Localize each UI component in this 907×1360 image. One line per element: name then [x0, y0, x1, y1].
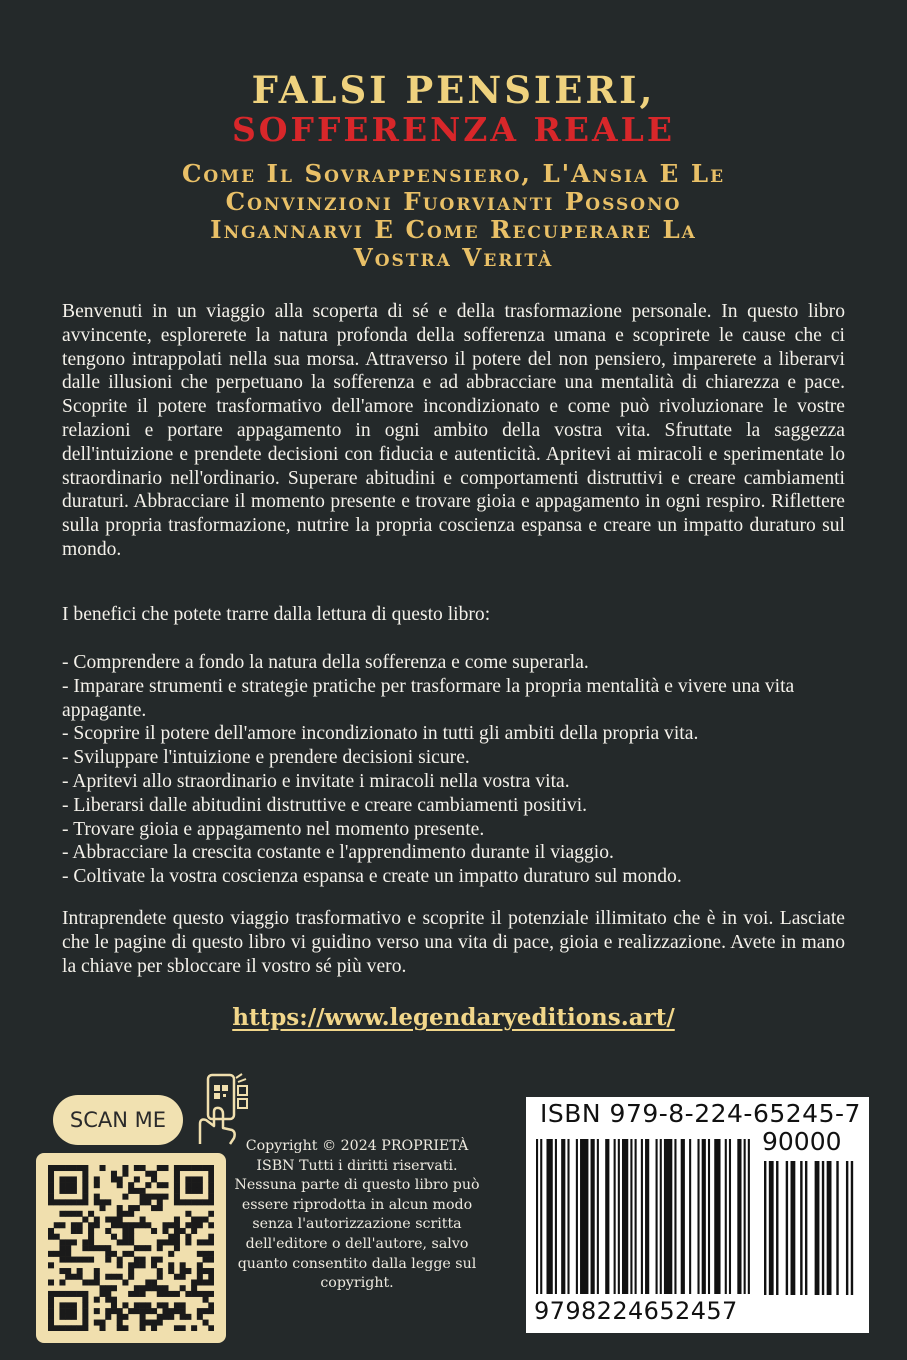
closing-paragraph: Intraprendete questo viaggio trasformativo e scoprite il potenziale illimitato che è in voi. Lasciate che le pagine di questo libro vi guidino verso una vita di pace, gioia e realizzazione. Avete in mano la chiave per sbloccare il vostro sé più vero. [62, 908, 845, 977]
benefit-item: - Apritevi allo straordinario e invitate i miracoli nella vostra vita. [62, 770, 570, 792]
subtitle-line: Come Il Sovrappensiero, L'Ansia E Le [181, 159, 726, 188]
subtitle-line: Ingannarvi E Come Recuperare La [210, 215, 697, 244]
title-line-1: FALSI PENSIERI, [251, 68, 656, 112]
barcode-addon-bars [764, 1161, 860, 1301]
copyright-notice: Copyright © 2024 PROPRIETÀ ISBN Tutti i diritti riservati. Nessuna parte di questo libro può essere riprodotta in alcun modo senza l'autorizzazione scritta dell'editore o dell'autore, salvo quanto consentito dalla legge sul copyright. [234, 1138, 480, 1292]
subtitle-line: Convinzioni Fuorvianti Possono [225, 187, 682, 216]
isbn-barcode [526, 1097, 869, 1333]
qr-code[interactable] [36, 1153, 226, 1343]
subtitle [40, 160, 867, 272]
intro-paragraph: Benvenuti in un viaggio alla scoperta di sé e della trasformazione personale. In questo libro avvincente, esplorerete la natura profonda della sofferenza umana e scoprirete le cause che ci tengono intrappolati nella sua morsa. Attraverso il potere del non pensiero, imparerete a liberarvi dalle illusioni che perpetuano la sofferenza e ad abbracciare una mentalità di chiarezza e pace. Scoprite il potere trasformativo dell'amore incondizionato e come può rivoluzionare le vostre relazioni e portare appagamento in ogni ambito della vostra vita. Sfruttate la saggezza dell'intuizione e prendete decisioni con fiducia e autenticità. Apritevi ai miracoli e sperimentate lo straordinario nell'ordinario. Superare abitudini e comportamenti distruttivi e creare cambiamenti duraturi. Abbracciare il momento presente e trovare gioia e appagamento in ogni respiro. Riflettere sulla propria trasformazione, nutrire la propria coscienza espansa e creare un impatto duraturo sul mondo. [62, 301, 845, 560]
benefit-item: - Trovare gioia e appagamento nel momento presente. [62, 818, 485, 840]
benefits-heading: I benefici che potete trarre dalla lettura di questo libro: [62, 604, 491, 625]
title-line-2: SOFFERENZA REALE [231, 110, 676, 149]
benefit-item: - Comprendere a fondo la natura della sofferenza e come superarla. [62, 652, 589, 673]
benefit-item: - Liberarsi dalle abitudini distruttive e creare cambiamenti positivi. [62, 794, 588, 816]
scan-me-label: SCAN ME [69, 1108, 167, 1132]
isbn-digits: 9798224652457 [534, 1297, 738, 1325]
benefits-list [62, 651, 845, 889]
scan-me-badge [53, 1095, 183, 1145]
benefit-item: - Coltivate la vostra coscienza espansa e create un impatto duraturo sul mondo. [62, 866, 682, 888]
barcode-bars [536, 1139, 754, 1299]
isbn-label: ISBN 979-8-224-65245-7 [540, 1099, 861, 1128]
benefit-item: - Imparare strumenti e strategie pratiche per trasformare la propria mentalità e vivere una vita appagante. [62, 675, 795, 721]
benefit-item: - Scoprire il potere dell'amore incondizionato in tutti gli ambiti della propria vita. [62, 723, 699, 745]
qr-code-pattern [48, 1165, 214, 1331]
benefit-item: - Sviluppare l'intuizione e prendere decisioni sicure. [62, 747, 470, 769]
benefit-item: - Abbracciare la crescita costante e l'apprendimento durante il viaggio. [62, 842, 614, 864]
subtitle-line: Vostra Verità [353, 243, 554, 272]
price-code: 90000 [762, 1127, 842, 1156]
website-link[interactable]: https://www.legendaryeditions.art/ [232, 1004, 675, 1031]
